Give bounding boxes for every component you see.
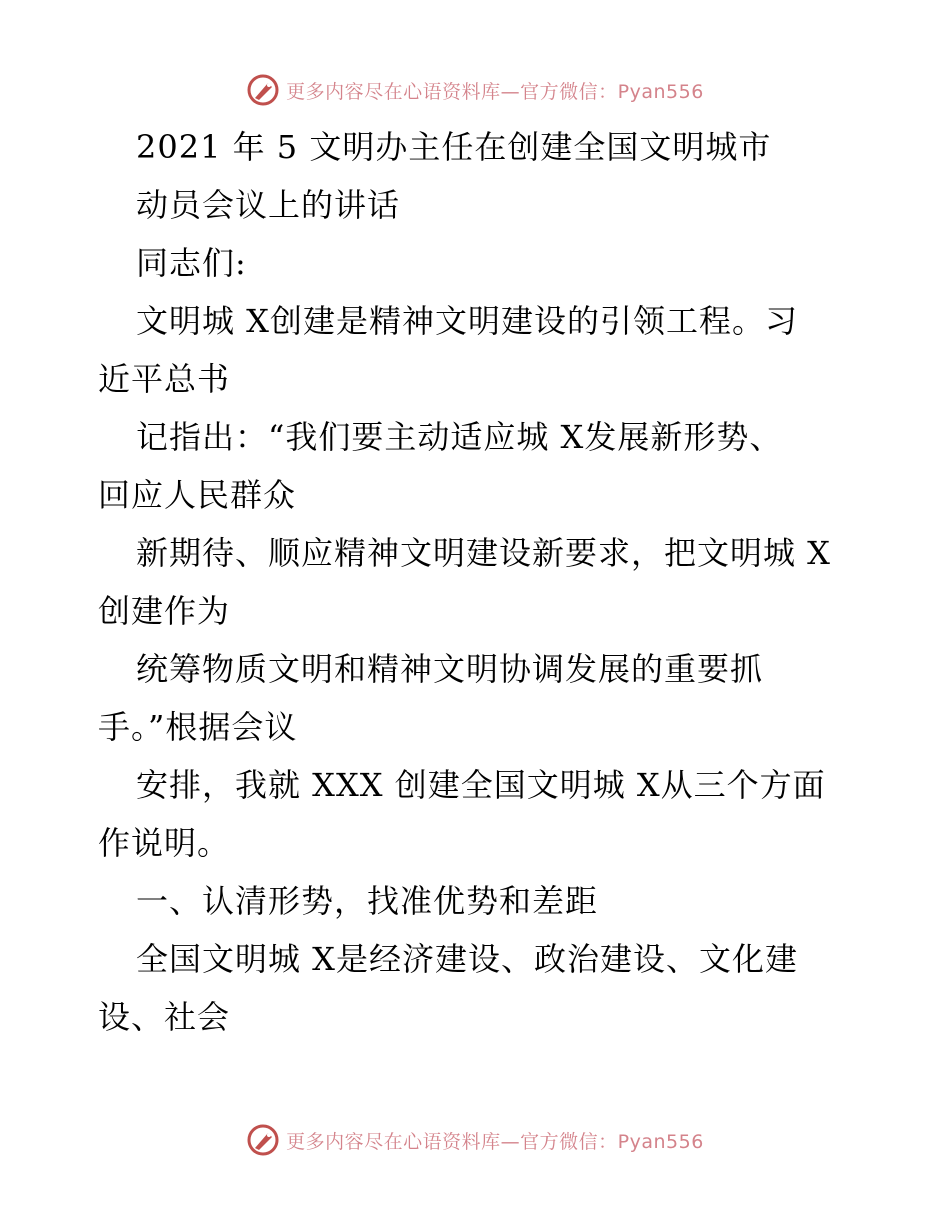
document-title-line-2: 动员会议上的讲话 (136, 186, 401, 224)
paragraph-line: 手。”根据会议 (98, 708, 298, 746)
paragraph-line: 安排，我就 XXX 创建全国文明城 X从三个方面 (136, 766, 826, 804)
paragraph-line: 创建作为 (98, 592, 231, 630)
paragraph-line: 回应人民群众 (98, 476, 297, 514)
paragraph-line: 作说明。 (98, 824, 231, 862)
salutation: 同志们: (136, 244, 247, 282)
pen-nib-logo-icon (246, 1123, 280, 1157)
paragraph-line: 记指出：“我们要主动适应城 X发展新形势、 (136, 418, 783, 456)
paragraph-line: 新期待、顺应精神文明建设新要求，把文明城 X (136, 534, 831, 572)
paragraph-line: 近平总书 (98, 360, 231, 398)
paragraph-line: 文明城 X创建是精神文明建设的引领工程。习 (136, 302, 798, 340)
paragraph-line: 统筹物质文明和精神文明协调发展的重要抓 (136, 650, 764, 688)
section-heading: 一、认清形势，找准优势和差距 (136, 882, 599, 920)
paragraph-line: 全国文明城 X是经济建设、政治建设、文化建 (136, 940, 798, 978)
watermark-text: 更多内容尽在心语资料库—官方微信：Pyan556 (286, 80, 704, 103)
watermark-text: 更多内容尽在心语资料库—官方微信：Pyan556 (286, 1130, 704, 1153)
paragraph-line: 设、社会 (98, 998, 231, 1036)
footer-watermark (0, 1122, 950, 1158)
document-title-line-1: 2021 年 5 文明办主任在创建全国文明城市 (136, 128, 772, 166)
pen-nib-logo-icon (246, 73, 280, 107)
header-watermark (0, 72, 950, 108)
